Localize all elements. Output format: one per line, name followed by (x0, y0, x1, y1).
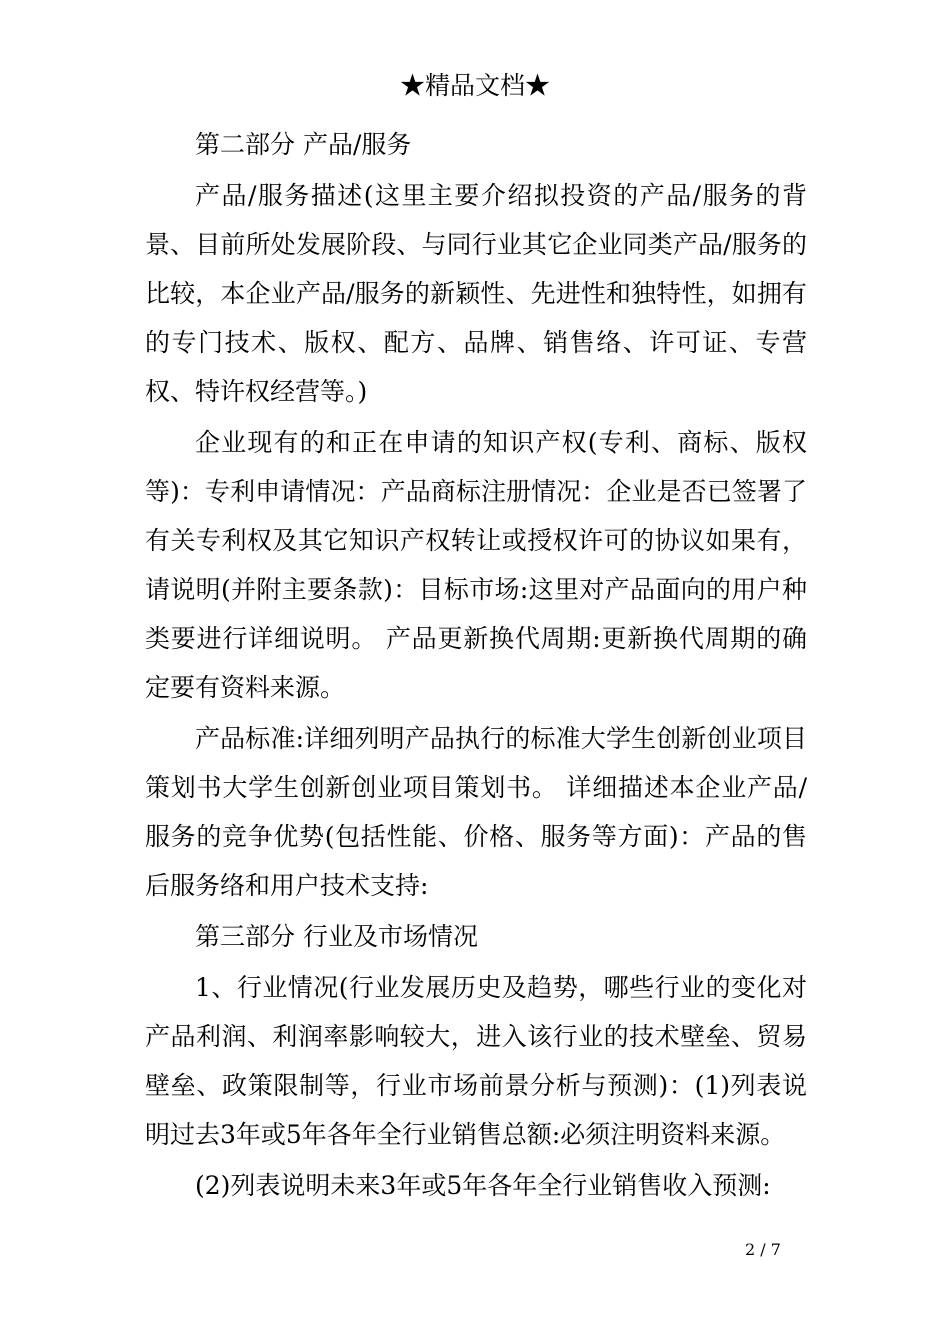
page-header-title: ★精品文档★ (399, 71, 550, 100)
page-number: 2 / 7 (745, 1240, 781, 1259)
paragraph-product-standard: 产品标准:详细列明产品执行的标准大学生创新创业项目策划书大学生创新创业项目策划书。 详细描述本企业产品/服务的竞争优势(包括性能、价格、服务等方面)：产品的售后服务络和用户技术支持: (145, 724, 807, 900)
paragraph-intellectual-property: 企业现有的和正在申请的知识产权(专利、商标、版权等)：专利申请情况：产品商标注册情况：企业是否已签署了有关专利权及其它知识产权转让或授权许可的协议如果有，请说明(并附主要条款)：目标市场:这里对产品面向的用户种类要进行详细说明。 产品更新换代周期:更新换代周期的确定要有资料来源。 (145, 428, 807, 702)
paragraph-product-description: 产品/服务描述(这里主要介绍拟投资的产品/服务的背景、目前所处发展阶段、与同行业其它企业同类产品/服务的比较，本企业产品/服务的新颖性、先进性和独特性，如拥有的专门技术、版权、配方、品牌、销售络、许可证、专营权、特许权经营等。) (145, 181, 807, 406)
paragraph-sales-forecast: (2)列表说明未来3年或5年各年全行业销售收入预测: (195, 1171, 771, 1200)
section-heading-industry-market: 第三部分 行业及市场情况 (195, 922, 478, 951)
section-heading-product-service: 第二部分 产品/服务 (195, 130, 412, 159)
paragraph-industry-situation: 1、行业情况(行业发展历史及趋势，哪些行业的变化对产品利润、利润率影响较大，进入该行业的技术壁垒、贸易壁垒、政策限制等，行业市场前景分析与预测)：(1)列表说明过去3年或5年各年全行业销售总额:必须注明资料来源。 (145, 973, 807, 1149)
document-body (145, 120, 807, 1212)
